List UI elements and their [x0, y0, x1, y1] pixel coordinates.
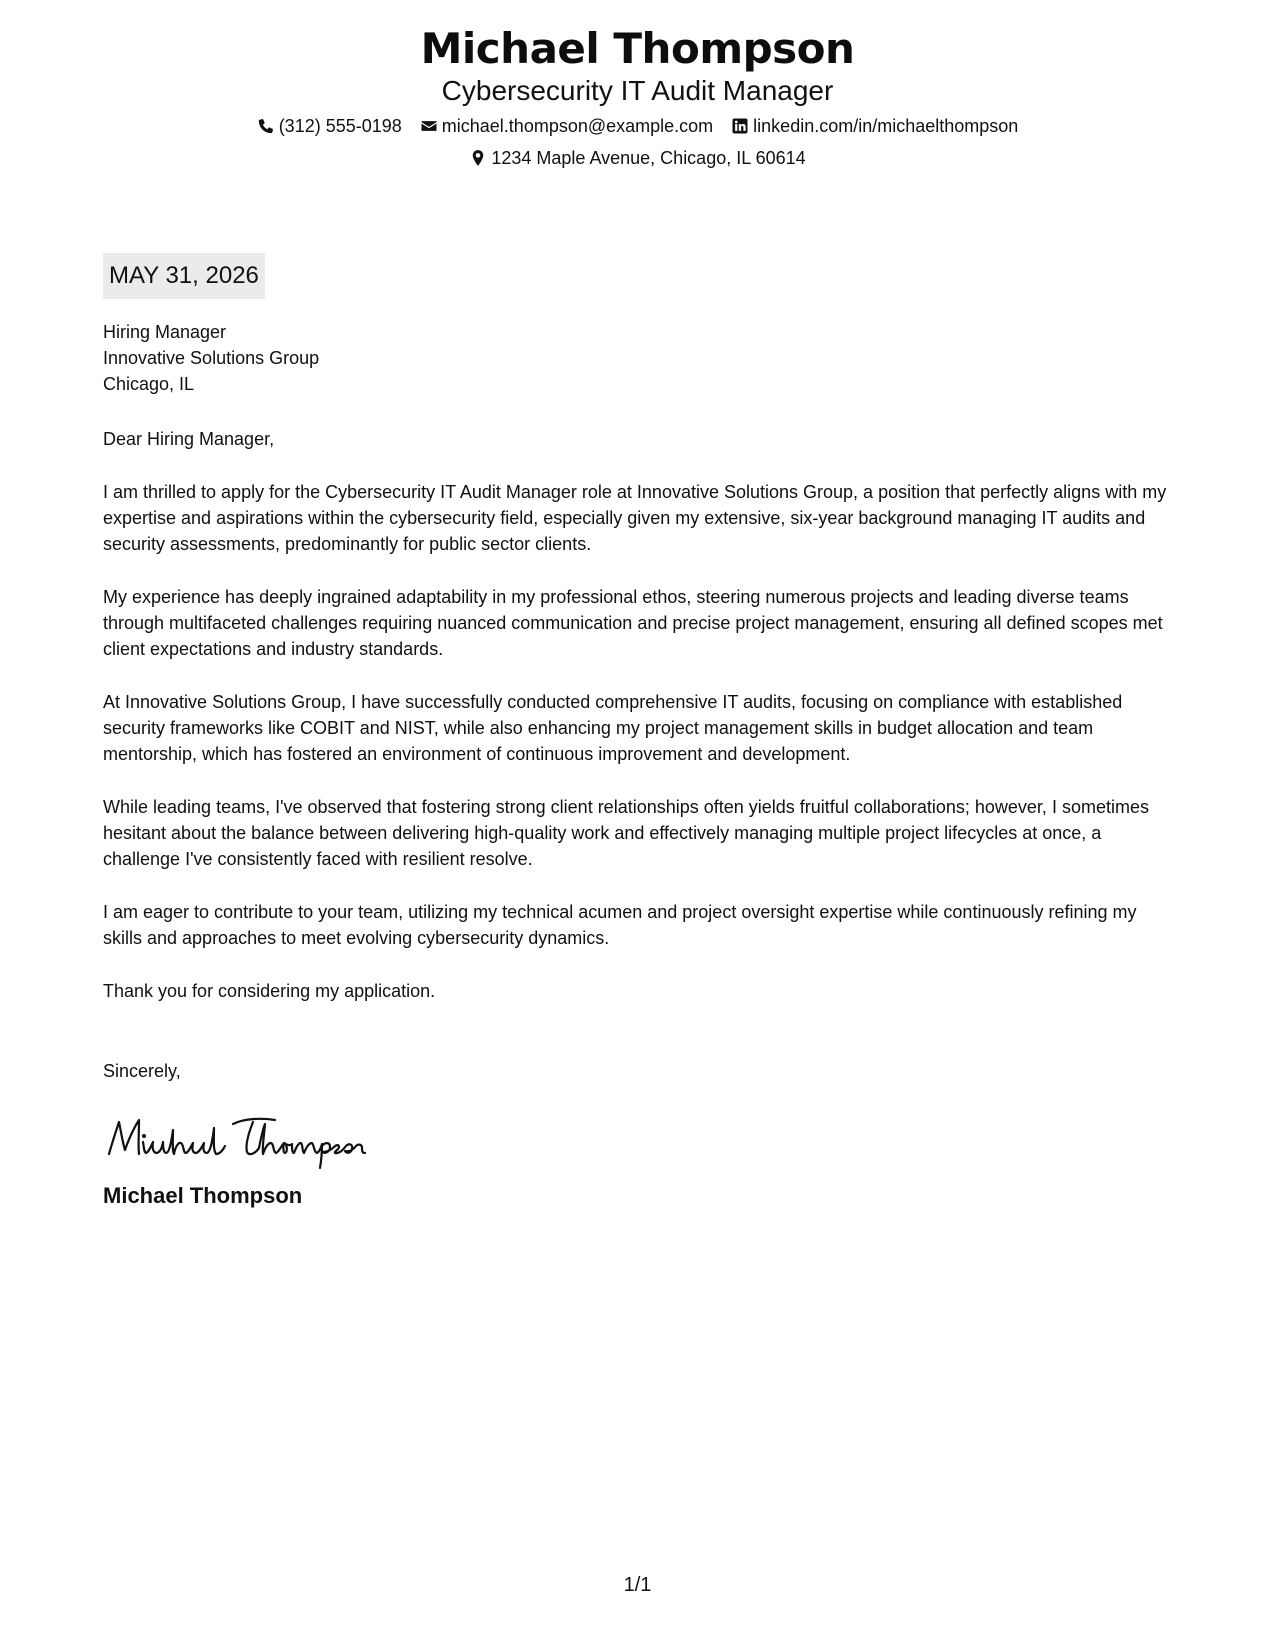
applicant-name: Michael Thompson: [420, 24, 855, 73]
body-paragraph: At Innovative Solutions Group, I have successfully conducted comprehensive IT audits, focusing on compliance with established security frameworks like COBIT and NIST, while also enhancing my project management skills in budget allocation and team mentorship, which has fostered an environment of continuous improvement and development.: [103, 692, 1123, 764]
closing: Sincerely,: [103, 1061, 181, 1081]
body-paragraph: My experience has deeply ingrained adaptability in my professional ethos, steering numerous projects and leading diverse teams through multifaceted challenges requiring nuanced communication and precise project management, ensuring all defined scopes met client expectations and industry standards.: [103, 587, 1163, 659]
contact-row: [0, 114, 1275, 138]
phone-icon: [257, 117, 275, 135]
contact-email: [420, 114, 713, 138]
body-paragraph: While leading teams, I've observed that fostering strong client relationships often yields fruitful collaborations; however, I sometimes hesitant about the balance between delivering high-quality work and effectively managing multiple project lifecycles at once, a challenge I've consistently faced with resilient resolve.: [103, 797, 1149, 869]
handwritten-signature: [103, 1110, 373, 1170]
body-paragraph: I am thrilled to apply for the Cybersecurity IT Audit Manager role at Innovative Solutions Group, a position that perfectly aligns with my expertise and aspirations within the cybersecurity field, especially given my extensive, six-year background managing IT audits and security assessments, predominantly for public sector clients.: [103, 482, 1167, 554]
contact-address: [469, 146, 805, 170]
letter-body: [103, 319, 1178, 1210]
address-text: 1234 Maple Avenue, Chicago, IL 60614: [491, 148, 806, 168]
body-paragraph: I am eager to contribute to your team, utilizing my technical acumen and project oversight expertise while continuously refining my skills and approaches to meet evolving cybersecurity dynamics.: [103, 902, 1137, 948]
applicant-role: Cybersecurity IT Audit Manager: [441, 75, 834, 106]
envelope-icon: [420, 117, 438, 135]
signed-name: Michael Thompson: [103, 1183, 303, 1208]
map-pin-icon: [469, 149, 487, 167]
phone-text: (312) 555-0198: [278, 116, 402, 136]
linkedin-text: linkedin.com/in/michaelthompson: [753, 116, 1019, 136]
page-number: 1/1: [623, 1574, 652, 1596]
salutation: Dear Hiring Manager,: [103, 429, 275, 449]
address-row: [0, 146, 1275, 170]
recipient-line: Innovative Solutions Group: [103, 348, 320, 368]
contact-phone: [257, 114, 402, 138]
recipient-block: [103, 319, 1178, 397]
email-text: michael.thompson@example.com: [441, 116, 714, 136]
recipient-line: Hiring Manager: [103, 322, 227, 342]
linkedin-icon: [731, 117, 749, 135]
letter-date: MAY 31, 2026: [103, 253, 265, 299]
contact-linkedin: [731, 114, 1018, 138]
recipient-line: Chicago, IL: [103, 374, 195, 394]
letter-header: [0, 22, 1275, 170]
body-paragraph: Thank you for considering my application.: [103, 981, 436, 1001]
